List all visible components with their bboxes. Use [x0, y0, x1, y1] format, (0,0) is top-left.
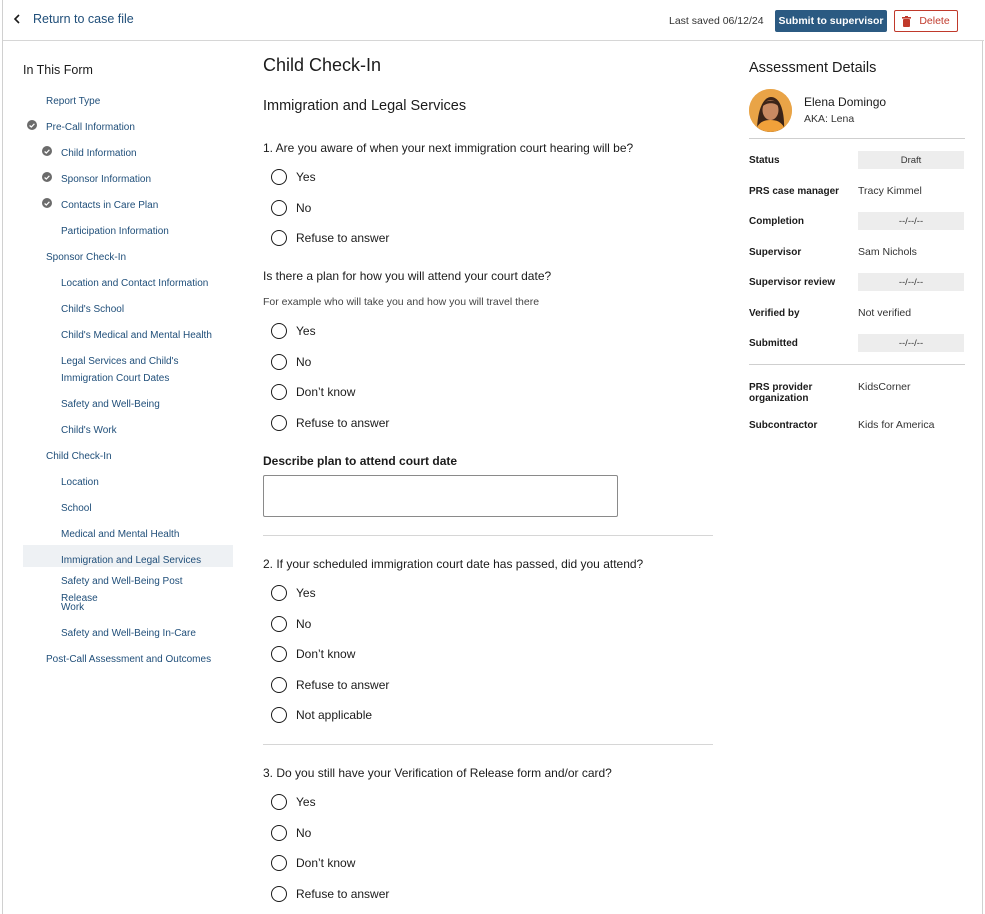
- radio-button[interactable]: [271, 323, 287, 339]
- radio-label: No: [296, 825, 312, 840]
- question-2-option[interactable]: [263, 585, 316, 601]
- nav-item-label: Safety and Well-Being: [61, 399, 160, 410]
- nav-status-icon: [42, 302, 52, 312]
- question-1: 1. Are you aware of when your next immigration court hearing will be?: [263, 141, 634, 155]
- delete-label: Delete: [919, 15, 950, 27]
- radio-button[interactable]: [271, 616, 287, 632]
- radio-label: No: [296, 616, 312, 631]
- nav-item-label: Child Information: [61, 148, 137, 159]
- radio-button[interactable]: [271, 354, 287, 370]
- nav-item[interactable]: [23, 649, 233, 675]
- question-1b: Is there a plan for how you will attend your court date?: [263, 269, 552, 283]
- radio-button[interactable]: [271, 384, 287, 400]
- person-name: Elena Domingo: [804, 95, 887, 109]
- chevron-left-icon: [13, 14, 21, 24]
- form-navigation: [23, 60, 233, 675]
- nav-item-label: Contacts in Care Plan: [61, 200, 159, 211]
- return-label: Return to case file: [33, 12, 134, 26]
- completion-label: Completion: [749, 216, 804, 227]
- check-circle-icon: [27, 120, 37, 130]
- radio-button[interactable]: [271, 415, 287, 431]
- last-saved-text: Last saved 06/12/24: [669, 15, 764, 27]
- radio-button[interactable]: [271, 200, 287, 216]
- nav-status-icon: [42, 354, 52, 364]
- case-manager-value: Tracy Kimmel: [858, 185, 922, 197]
- nav-status-icon: [42, 146, 52, 156]
- nav-item-label: School: [61, 503, 92, 514]
- app-frame: [2, 0, 983, 914]
- nav-item-label: Immigration and Legal Services: [61, 555, 202, 566]
- nav-item-label: Location and Contact Information: [61, 278, 209, 289]
- provider-org-label: PRS provider organization: [749, 382, 813, 404]
- radio-button[interactable]: [271, 794, 287, 810]
- nav-item-label: Child's School: [61, 304, 125, 315]
- nav-status-icon: [42, 626, 52, 636]
- radio-label: Refuse to answer: [296, 886, 390, 901]
- top-bar: [3, 0, 984, 41]
- nav-item-label: Post-Call Assessment and Outcomes: [46, 654, 212, 665]
- question-1b-option[interactable]: [263, 354, 311, 370]
- supervisor-review-date: --/--/--: [858, 273, 964, 291]
- nav-status-icon: [42, 553, 52, 563]
- nav-title: In This Form: [23, 63, 93, 77]
- check-circle-icon: [42, 198, 52, 208]
- radio-button[interactable]: [271, 707, 287, 723]
- nav-status-icon: [42, 328, 52, 338]
- radio-label: Don’t know: [296, 647, 356, 661]
- question-2-option[interactable]: [263, 677, 389, 693]
- question-2: 2. If your scheduled immigration court date has passed, did you attend?: [263, 557, 644, 571]
- divider: [749, 364, 965, 365]
- radio-label: Don’t know: [296, 856, 356, 870]
- nav-status-icon: [27, 652, 37, 662]
- question-3-option[interactable]: [263, 855, 355, 871]
- radio-label: Refuse to answer: [296, 231, 390, 245]
- section-title: Immigration and Legal Services: [263, 98, 467, 114]
- nav-item-label: Child Check-In: [46, 451, 112, 462]
- nav-item-label: Sponsor Information: [61, 174, 152, 185]
- nav-item[interactable]: [23, 299, 233, 325]
- nav-item[interactable]: [23, 143, 233, 169]
- nav-item[interactable]: [23, 472, 233, 498]
- nav-status-icon: [42, 574, 52, 584]
- delete-button[interactable]: [894, 10, 958, 32]
- radio-label: Yes: [296, 795, 316, 809]
- nav-status-icon: [42, 224, 52, 234]
- radio-button[interactable]: [271, 886, 287, 902]
- nav-item-label: Sponsor Check-In: [46, 252, 127, 263]
- radio-button[interactable]: [271, 825, 287, 841]
- verified-by-value: Not verified: [858, 307, 912, 319]
- divider: [263, 535, 713, 536]
- assessment-details-panel: [749, 60, 965, 431]
- person-aka: AKA: Lena: [804, 113, 855, 125]
- divider: [749, 138, 965, 139]
- check-circle-icon: [42, 146, 52, 156]
- check-circle-icon: [42, 172, 52, 182]
- supervisor-value: Sam Nichols: [858, 246, 917, 258]
- question-3-option[interactable]: [263, 794, 316, 810]
- nav-item[interactable]: [23, 91, 233, 117]
- return-to-case-file-link[interactable]: [13, 12, 134, 26]
- question-1b-option[interactable]: [263, 415, 389, 431]
- nav-item-label: Child's Medical and Mental Health: [61, 330, 212, 341]
- question-2-option[interactable]: [263, 707, 372, 723]
- trash-icon: [902, 16, 911, 27]
- status-badge: Draft: [858, 151, 964, 169]
- nav-item[interactable]: [23, 169, 233, 195]
- plan-textarea[interactable]: [263, 475, 618, 517]
- question-3-option[interactable]: [263, 825, 311, 841]
- radio-label: Refuse to answer: [296, 677, 390, 692]
- nav-status-icon: [42, 423, 52, 433]
- verified-by-label: Verified by: [749, 308, 800, 319]
- nav-item-label: Safety and Well-Being Post Release: [61, 576, 183, 604]
- question-1b-option[interactable]: [263, 384, 355, 400]
- radio-label: No: [296, 354, 312, 369]
- radio-button[interactable]: [271, 585, 287, 601]
- submitted-date: --/--/--: [858, 334, 964, 352]
- nav-item-label: Report Type: [46, 96, 101, 107]
- question-1b-option[interactable]: [263, 323, 316, 339]
- nav-item[interactable]: [23, 420, 233, 446]
- nav-item[interactable]: [23, 394, 233, 420]
- nav-status-icon: [42, 198, 52, 208]
- nav-status-icon: [42, 600, 52, 610]
- supervisor-review-label: Supervisor review: [749, 277, 836, 288]
- plan-field-label: Describe plan to attend court date: [263, 454, 458, 468]
- nav-item[interactable]: [23, 571, 233, 604]
- radio-label: Yes: [296, 170, 316, 184]
- nav-item-label: Medical and Mental Health: [61, 529, 180, 540]
- supervisor-label: Supervisor: [749, 247, 802, 258]
- nav-item[interactable]: [23, 351, 233, 394]
- nav-item[interactable]: [23, 623, 233, 649]
- nav-status-icon: [42, 501, 52, 511]
- radio-button[interactable]: [271, 169, 287, 185]
- radio-label: Not applicable: [296, 708, 373, 722]
- nav-item[interactable]: [23, 195, 233, 221]
- panel-title: Assessment Details: [749, 60, 877, 76]
- nav-status-icon: [27, 449, 37, 459]
- nav-item[interactable]: [23, 325, 233, 351]
- radio-label: No: [296, 200, 312, 215]
- radio-label: Yes: [296, 586, 316, 600]
- radio-button[interactable]: [271, 855, 287, 871]
- nav-status-icon: [27, 120, 37, 130]
- radio-label: Don’t know: [296, 385, 356, 399]
- nav-list: [23, 91, 233, 675]
- nav-status-icon: [42, 527, 52, 537]
- nav-item[interactable]: [23, 597, 233, 623]
- nav-item[interactable]: [23, 273, 233, 299]
- person-summary: [749, 89, 887, 132]
- submitted-label: Submitted: [749, 338, 798, 349]
- nav-item[interactable]: [23, 545, 233, 567]
- nav-item[interactable]: [23, 446, 233, 472]
- completion-date: --/--/--: [858, 212, 964, 230]
- question-2-option[interactable]: [263, 616, 311, 632]
- question-1-option[interactable]: [263, 230, 389, 246]
- subcontractor-label: Subcontractor: [749, 420, 818, 431]
- case-manager-label: PRS case manager: [749, 186, 840, 197]
- divider: [263, 744, 713, 745]
- provider-org-value: KidsCorner: [858, 381, 911, 393]
- nav-item-label: Pre-Call Information: [46, 122, 135, 133]
- nav-item-label: Legal Services and Child's Immigration Court Dates: [61, 356, 179, 384]
- nav-status-icon: [42, 276, 52, 286]
- nav-item[interactable]: [23, 247, 233, 273]
- question-1-option[interactable]: [263, 169, 316, 185]
- question-3-option[interactable]: [263, 886, 389, 902]
- nav-status-icon: [27, 94, 37, 104]
- subcontractor-value: Kids for America: [858, 419, 935, 431]
- nav-status-icon: [42, 475, 52, 485]
- nav-item[interactable]: [23, 117, 233, 143]
- nav-item-label: Safety and Well-Being In-Care: [61, 628, 196, 639]
- status-label: Status: [749, 155, 780, 166]
- radio-label: Yes: [296, 324, 316, 338]
- nav-status-icon: [42, 172, 52, 182]
- question-1b-hint: For example who will take you and how you will travel there: [263, 296, 540, 308]
- nav-item-label: Location: [61, 477, 99, 488]
- question-2-option[interactable]: [263, 646, 355, 662]
- radio-button[interactable]: [271, 230, 287, 246]
- question-1-option[interactable]: [263, 200, 311, 216]
- nav-status-icon: [42, 397, 52, 407]
- nav-item-label: Child's Work: [61, 425, 117, 436]
- submit-to-supervisor-button[interactable]: Submit to supervisor: [775, 10, 887, 32]
- nav-item-label: Participation Information: [61, 226, 169, 237]
- radio-button[interactable]: [271, 646, 287, 662]
- nav-item[interactable]: [23, 221, 233, 247]
- question-3: 3. Do you still have your Verification of Release form and/or card?: [263, 766, 612, 780]
- nav-item-label: Work: [61, 602, 85, 613]
- nav-item[interactable]: [23, 498, 233, 524]
- avatar: [749, 89, 792, 132]
- radio-label: Refuse to answer: [296, 415, 390, 430]
- nav-status-icon: [27, 250, 37, 260]
- radio-button[interactable]: [271, 677, 287, 693]
- page-title: Child Check-In: [263, 55, 382, 75]
